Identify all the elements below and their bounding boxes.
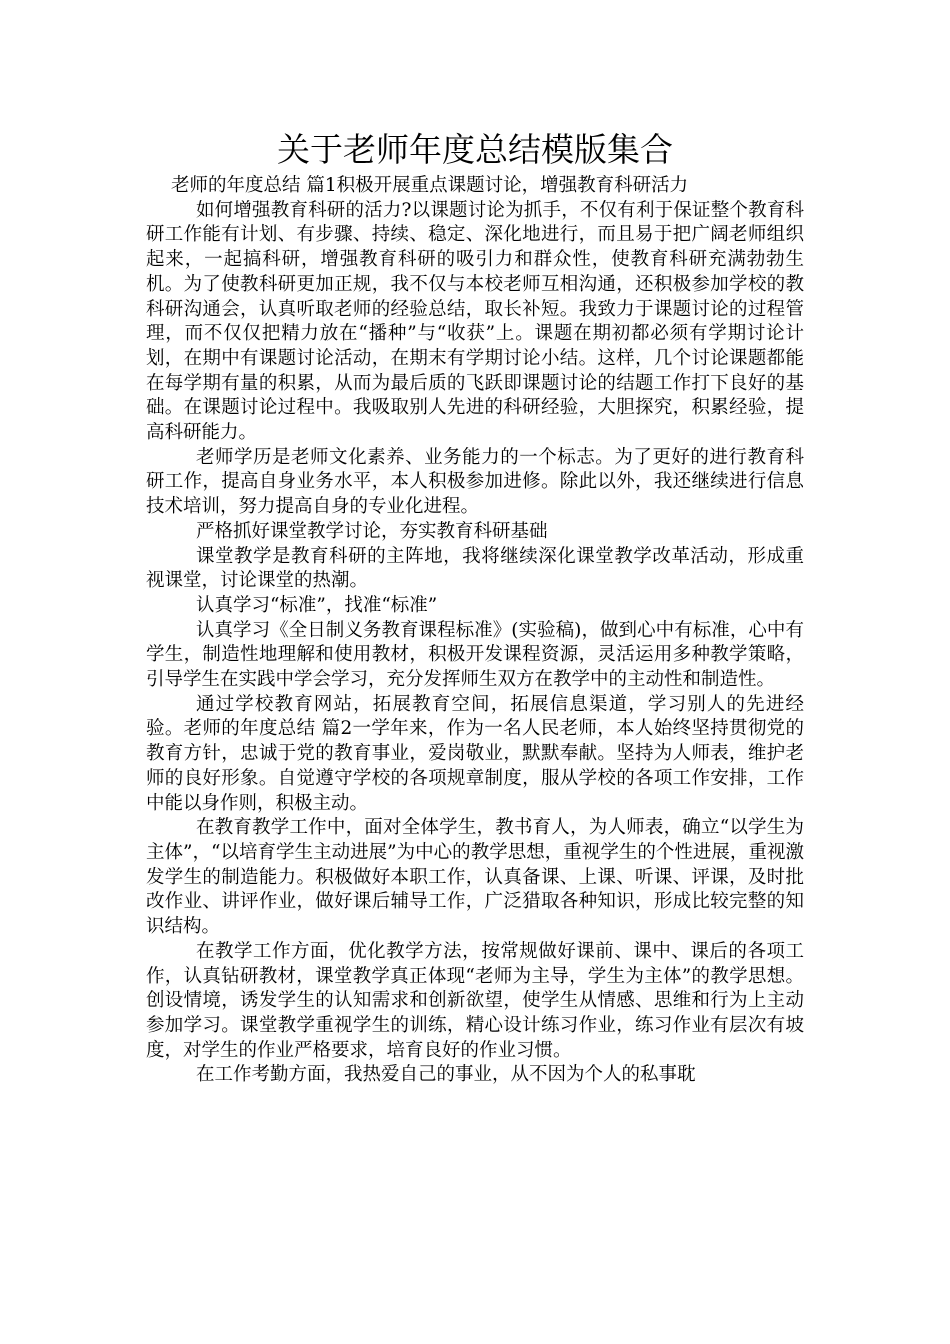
section-heading: 老师的年度总结 篇1积极开展重点课题讨论，增强教育科研活力 [170,175,689,196]
document-title: 关于老师年度总结模版集合 [277,130,673,169]
paragraph: 老师学历是老师文化素养、业务能力的一个标志。为了更好的进行教育科研工作，提高自身业务水平，本人积极参加进修。除此以外，我还继续进行信息技术培训，努力提高自身的专业化进程。 [146,446,804,518]
paragraph: 如何增强教育科研的活力?以课题讨论为抓手，不仅有利于保证整个教育科研工作能有计划、有步骤、持续、稳定、深化地进行，而且易于把广阔老师组织起来，一起搞科研，增强教育科研的吸引力和群众性，使教育科研充满勃勃生机。为了使教科研更加正规，我不仅与本校老师互相沟通，还积极参加学校的教科研沟通会，认真听取老师的经验总结，取长补短。我致力于课题讨论的过程管理，而不仅仅把精力放在“播种”与“收获”上。课题在期初都必须有学期讨论计划，在期中有课题讨论活动，在期末有学期讨论小结。这样，几个讨论课题都能在每学期有量的积累，从而为最后质的飞跃即课题讨论的结题工作打下良好的基础。在课题讨论过程中。我吸取别人先进的科研经验，大胆探究，积累经验，提高科研能力。 [146,199,804,444]
paragraph: 课堂教学是教育科研的主阵地，我将继续深化课堂教学改革活动，形成重视课堂，讨论课堂的热潮。 [146,545,804,592]
paragraph-heading: 严格抓好课堂教学讨论，夯实教育科研基础 [195,520,548,542]
paragraph: 在教学工作方面，优化教学方法，按常规做好课前、课中、课后的各项工作，认真钻研教材，课堂教学真正体现“老师为主导，学生为主体”的教学思想。创设情境，诱发学生的认知需求和创新欲望，使学生从情感、思维和行为上主动参加学习。课堂教学重视学生的训练，精心设计练习作业，练习作业有层次有坡度，对学生的作业严格要求，培育良好的作业习惯。 [146,940,804,1061]
paragraph: 认真学习《全日制义务教育课程标准》(实验稿)，做到心中有标准，心中有学生，制造性地理解和使用教材，积极开发课程资源，灵活运用多种教学策略，引导学生在实践中学会学习，充分发挥师生双方在教学中的主动性和制造性。 [146,619,804,691]
paragraph-heading: 认真学习“标准”，找准“标准” [195,594,438,616]
document-body [146,174,804,1088]
paragraph: 在工作考勤方面，我热爱自己的事业，从不因为个人的私事耽 [195,1064,696,1086]
paragraph: 在教育教学工作中，面对全体学生，教书育人，为人师表，确立“以学生为主体”，“以培育学生主动进展”为中心的教学思想，重视学生的个性进展，重视激发学生的制造能力。积极做好本职工作，认真备课、上课、听课、评课，及时批改作业、讲评作业，做好课后辅导工作，广泛猎取各种知识，形成比较完整的知识结构。 [146,817,804,938]
paragraph: 通过学校教育网站，拓展教育空间，拓展信息渠道，学习别人的先进经验。老师的年度总结 篇2一学年来，作为一名人民老师，本人始终坚持贯彻党的教育方针，忠诚于党的教育事业，爱岗敬业，默默奉献。坚持为人师表，维护老师的良好形象。自觉遵守学校的各项规章制度，服从学校的各项工作安排，工作中能以身作则，积极主动。 [146,693,804,814]
